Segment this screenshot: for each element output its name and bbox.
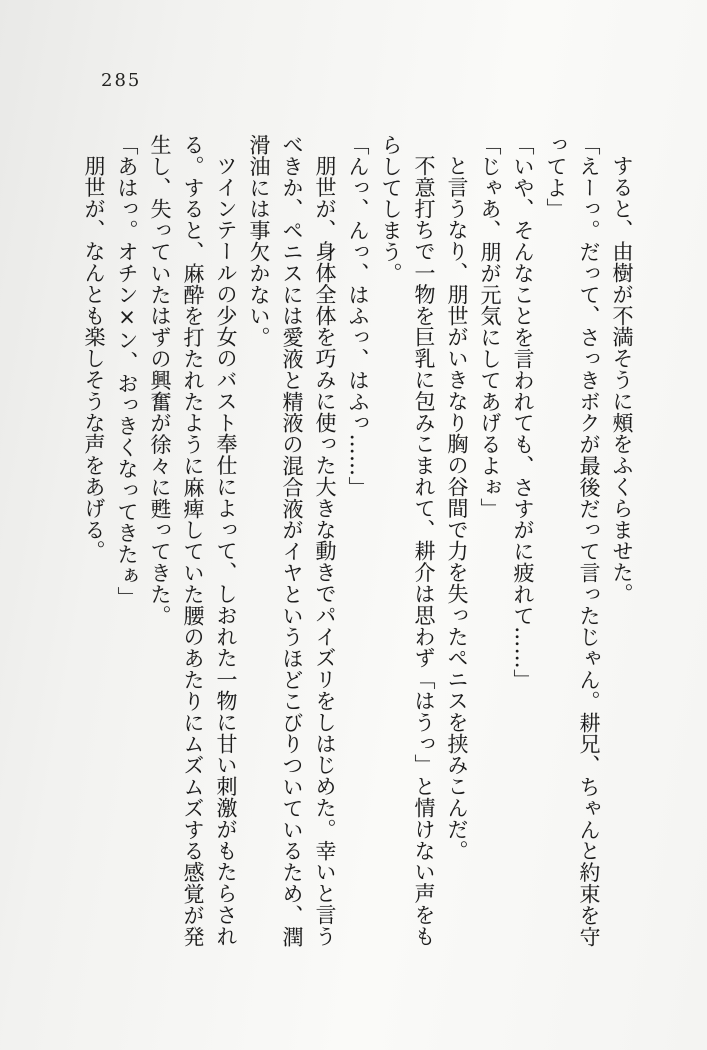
paragraph-narrative: と言うなり、朋世がいきなり胸の谷間で力を失ったペニスを挟みこんだ。 bbox=[445, 155, 469, 862]
paragraph-dialogue: 「えーっ。だって、さっきボクが最後だって言ったじゃん。耕兄、ちゃんと約束を守ってよ」 bbox=[544, 134, 601, 948]
text-block bbox=[77, 134, 638, 948]
paragraph-narrative: ツインテールの少女のバスト奉仕によって、しおれた一物に甘い刺激がもたらされる。すると、麻酔を打たれたように麻痺していた腰のあたりにムズムズする感覚が発生し、失っていたはずの興奮が徐々に甦ってきた。 bbox=[148, 134, 238, 948]
paragraph-narrative: すると、由樹が不満そうに頰をふくらませた。 bbox=[610, 155, 634, 605]
paragraph-dialogue: 「んっ、んっ、はふっ、はふっ……」 bbox=[346, 134, 370, 498]
paragraph-narrative: 朋世が、身体全体を巧みに使った大きな動きでパイズリをしはじめた。幸いと言うべきか、ペニスには愛液と精液の混合液がイヤというほどこびりついているため、潤滑油には事欠かない。 bbox=[247, 134, 337, 948]
paragraph-dialogue: 「あはっ。オチン×ン、おっきくなってきたぁ」 bbox=[115, 134, 139, 608]
page-number: 285 bbox=[101, 70, 142, 91]
paragraph-narrative: 不意打ちで一物を巨乳に包みこまれて、耕介は思わず「はうっ」と情けない声をもらしてしまう。 bbox=[379, 134, 436, 947]
paragraph-dialogue: 「いや、そんなことを言われても、さすがに疲れて……」 bbox=[511, 134, 535, 691]
paragraph-dialogue: 「じゃあ、朋が元気にしてあげるよぉ」 bbox=[478, 134, 502, 520]
paragraph-narrative: 朋世が、なんとも楽しそうな声をあげる。 bbox=[82, 155, 106, 562]
